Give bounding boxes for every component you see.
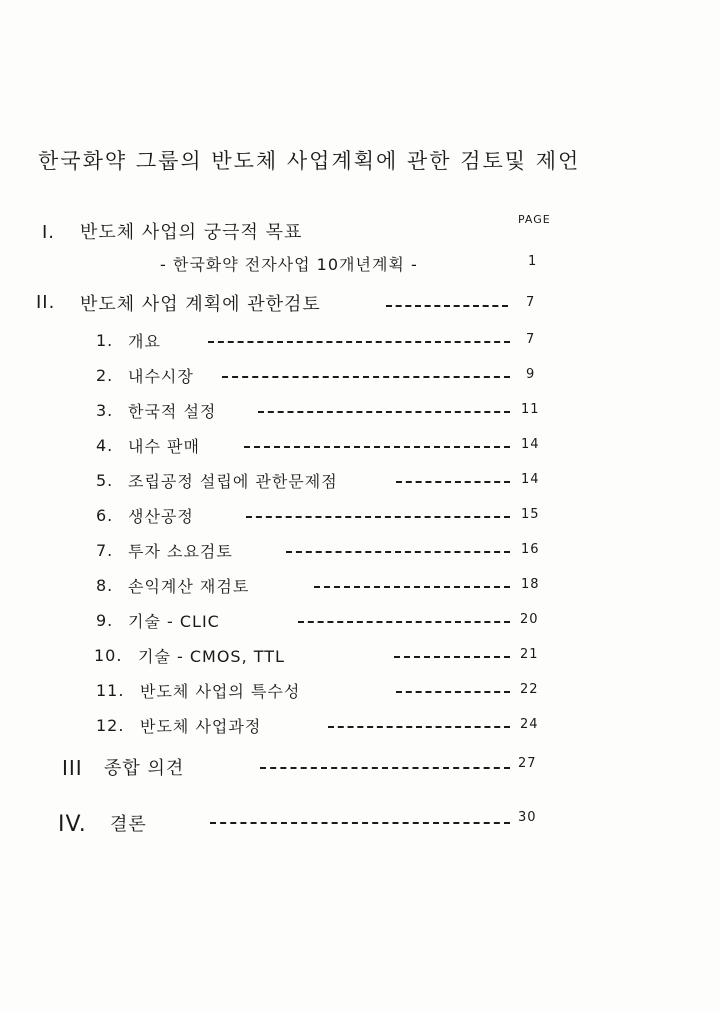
- document-title: 한국화약 그룹의 반도체 사업계획에 관한 검토및 제언: [38, 149, 581, 173]
- page-number: 24: [520, 717, 539, 732]
- page-number: 18: [521, 577, 540, 592]
- item-number: 12.: [96, 716, 125, 735]
- page-column-label: PAGE: [518, 213, 551, 226]
- page-number: 1: [528, 254, 538, 269]
- page-number: 14: [521, 437, 540, 452]
- page-number: 20: [520, 612, 539, 627]
- item-title: 반도체 사업과정: [140, 717, 262, 736]
- page-number: 7: [526, 332, 536, 347]
- dot-leader: [286, 551, 510, 553]
- item-number: 11.: [96, 681, 125, 700]
- item-title: 내수 판매: [128, 437, 200, 456]
- item-title: 내수시장: [128, 367, 194, 386]
- section-number: II.: [36, 292, 56, 313]
- dot-leader: [246, 516, 510, 518]
- item-title: 투자 소요검토: [128, 542, 233, 561]
- dot-leader: [222, 376, 510, 378]
- section-title: 반도체 사업의 궁극적 목표: [80, 222, 303, 243]
- page-number: 7: [526, 295, 536, 310]
- page-number: 16: [521, 542, 540, 557]
- item-title: 반도체 사업의 특수성: [140, 682, 301, 701]
- section-title: 결론: [110, 814, 147, 835]
- item-number: 6.: [96, 506, 114, 525]
- dot-leader: [208, 341, 510, 343]
- page-number: 11: [521, 402, 540, 417]
- item-number: 3.: [96, 401, 114, 420]
- item-title: 손익계산 재검토: [128, 577, 250, 596]
- page-number: 14: [521, 472, 540, 487]
- item-number: 1.: [96, 331, 114, 350]
- section-title: 종합 의견: [104, 758, 185, 779]
- page-number: 30: [518, 810, 537, 825]
- item-number: 4.: [96, 436, 114, 455]
- item-number: 9.: [96, 611, 114, 630]
- section-number: III: [62, 756, 83, 780]
- item-number: 2.: [96, 366, 114, 385]
- item-title: 기술 - CLIC: [128, 612, 220, 631]
- item-title: 개요: [128, 332, 161, 351]
- section-title: 반도체 사업 계획에 관한검토: [80, 294, 321, 315]
- dot-leader: [396, 481, 510, 483]
- item-title: 조립공정 설립에 관한문제점: [128, 472, 338, 491]
- page-number: 27: [518, 756, 537, 771]
- section-number: IV.: [58, 812, 87, 837]
- dot-leader: [396, 691, 510, 693]
- item-number: 7.: [96, 541, 114, 560]
- dot-leader: [394, 656, 510, 658]
- dot-leader: [260, 767, 510, 769]
- page-number: 22: [520, 682, 539, 697]
- item-number: 10.: [94, 646, 123, 665]
- item-number: 8.: [96, 576, 114, 595]
- dot-leader: [210, 822, 510, 824]
- item-title: 기술 - CMOS, TTL: [138, 647, 285, 666]
- page-number: 21: [520, 647, 539, 662]
- section-subtitle: - 한국화약 전자사업 10개년계획 -: [160, 255, 418, 274]
- page-number: 15: [521, 507, 540, 522]
- page-number: 9: [526, 367, 536, 382]
- dot-leader: [314, 586, 510, 588]
- dot-leader: [258, 411, 510, 413]
- dot-leader: [328, 726, 510, 728]
- item-number: 5.: [96, 471, 114, 490]
- dot-leader: [298, 621, 510, 623]
- section-number: I.: [42, 222, 56, 243]
- dot-leader: [386, 305, 508, 307]
- item-title: 생산공정: [128, 507, 194, 526]
- item-title: 한국적 설정: [128, 402, 217, 421]
- dot-leader: [244, 446, 510, 448]
